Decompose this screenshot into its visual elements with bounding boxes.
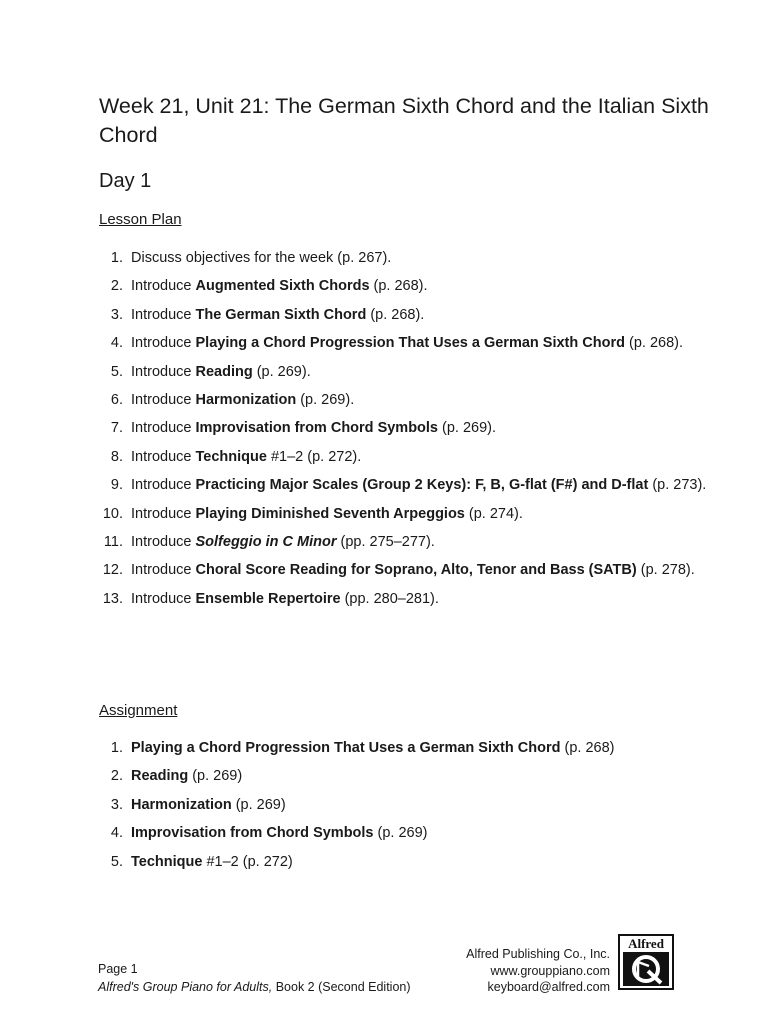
page-number: Page 1: [98, 962, 138, 976]
day-heading: Day 1: [99, 170, 152, 192]
assignment-item: [99, 734, 719, 762]
assignment-item-page-ref: (p. 269): [188, 768, 243, 785]
assignment-item-number: 2.: [110, 768, 123, 785]
lesson-plan-item-number: 13.: [102, 590, 123, 607]
lesson-plan-item-title: Harmonization: [195, 392, 297, 409]
publisher-email[interactable]: keyboard@alfred.com: [487, 980, 610, 994]
lesson-plan-item-text: Introduce: [131, 477, 196, 494]
lesson-plan-item-page-ref: #1–2 (p. 272).: [266, 448, 362, 465]
lesson-plan-item: [99, 556, 719, 584]
assignment-item-number: 3.: [110, 796, 123, 813]
lesson-plan-item-title: Improvisation from Chord Symbols: [195, 420, 438, 437]
assignment-item: [99, 791, 719, 819]
footer-left: [98, 960, 411, 996]
lesson-plan-item-page-ref: (p. 269).: [296, 392, 355, 409]
lesson-plan-item-text: Introduce: [131, 534, 196, 551]
lesson-plan-item-number: 1.: [110, 250, 123, 266]
lesson-plan-item-page-ref: (p. 278).: [636, 562, 695, 579]
lesson-plan-item: [99, 329, 719, 357]
lesson-plan-item-text: Introduce: [131, 278, 196, 295]
assignment-item-number: 5.: [110, 853, 123, 870]
lesson-plan-item: [99, 272, 719, 300]
lesson-plan-item: [99, 301, 719, 329]
lesson-plan-item-page-ref: (pp. 275–277).: [336, 534, 435, 551]
lesson-plan-item-number: 6.: [110, 392, 123, 409]
lesson-plan-item-title: Playing Diminished Seventh Arpeggios: [195, 505, 465, 522]
lesson-plan-item: [99, 471, 719, 499]
lesson-plan-heading: Lesson Plan: [99, 211, 182, 228]
lesson-plan-item-number: 7.: [110, 420, 123, 437]
assignment-item-number: 4.: [110, 825, 123, 842]
assignment-item-page-ref: #1–2 (p. 272): [202, 853, 293, 870]
lesson-plan-item-title: Ensemble Repertoire: [195, 590, 341, 607]
assignment-item-title: Playing a Chord Progression That Uses a German Sixth Chord: [131, 740, 561, 756]
lesson-plan-item: [99, 443, 719, 471]
lesson-plan-item-text: Introduce: [131, 448, 196, 465]
lesson-plan-item-text: Introduce: [131, 306, 196, 323]
assignment-item-title: Reading: [131, 768, 189, 785]
lesson-plan-item-number: 5.: [110, 363, 123, 380]
book-citation: [98, 978, 411, 996]
lesson-plan-item-text: Introduce: [131, 335, 196, 352]
lesson-plan-item-number: 3.: [110, 306, 123, 323]
assignment-item: [99, 848, 719, 876]
lesson-plan-item-text: Discuss objectives for the week (p. 267).: [131, 250, 392, 266]
lesson-plan-item: [99, 500, 719, 528]
lesson-plan-item-page-ref: (p. 269).: [252, 363, 311, 380]
lesson-plan-item-page-ref: (p. 273).: [648, 477, 707, 494]
lesson-plan-item-number: 9.: [110, 477, 123, 494]
lesson-plan-item-number: 2.: [110, 278, 123, 295]
publisher-website[interactable]: www.grouppiano.com: [490, 963, 610, 978]
lesson-plan-item: [99, 414, 719, 442]
lesson-plan-item-title: Augmented Sixth Chords: [195, 278, 370, 295]
publisher-info: [466, 946, 610, 996]
lesson-plan-item-page-ref: (p. 268).: [369, 278, 428, 295]
assignment-heading: Assignment: [99, 702, 178, 719]
lesson-plan-item: [99, 358, 719, 386]
assignment-item: [99, 762, 719, 790]
lesson-plan-item-page-ref: (pp. 280–281).: [340, 590, 439, 607]
lesson-plan-item-text: Introduce: [131, 590, 196, 607]
lesson-plan-item-number: 11.: [103, 534, 123, 551]
lesson-plan-item-title: Practicing Major Scales (Group 2 Keys): F, B, G-flat (F#) and D-flat: [195, 477, 649, 494]
lesson-plan-item-text: Introduce: [131, 392, 196, 409]
logo-emblem-icon: [623, 952, 669, 986]
lesson-plan-item-title: Choral Score Reading for Soprano, Alto, Tenor and Bass (SATB): [195, 562, 637, 579]
publisher-name: Alfred Publishing Co., Inc.: [466, 947, 610, 961]
assignment-item-title: Technique: [131, 853, 203, 870]
lesson-plan-item-page-ref: (p. 269).: [438, 420, 497, 437]
lesson-plan-item: [99, 585, 719, 613]
lesson-plan-item-title: The German Sixth Chord: [195, 306, 367, 323]
book-edition: Book 2 (Second Edition): [272, 980, 411, 994]
assignment-item-title: Harmonization: [131, 796, 232, 813]
lesson-plan-item-text: Introduce: [131, 505, 196, 522]
lesson-plan-item: [99, 386, 719, 414]
lesson-plan-item-number: 4.: [110, 335, 123, 352]
lesson-plan-item-page-ref: (p. 268).: [366, 306, 425, 323]
lesson-plan-item-text: Introduce: [131, 363, 196, 380]
assignment-item-number: 1.: [110, 740, 123, 756]
lesson-plan-item-text: Introduce: [131, 562, 196, 579]
lesson-plan-item-number: 10.: [102, 505, 123, 522]
lesson-plan-item-text: Introduce: [131, 420, 196, 437]
book-title: Alfred's Group Piano for Adults,: [98, 980, 273, 994]
assignment-item-page-ref: (p. 269): [231, 796, 286, 813]
lesson-plan-item-page-ref: (p. 268).: [624, 335, 683, 352]
assignment-item-title: Improvisation from Chord Symbols: [131, 825, 374, 842]
lesson-plan-item-italic-title: Solfeggio in C Minor: [195, 534, 337, 551]
assignment-item-page-ref: (p. 269): [373, 825, 428, 842]
page-title: Week 21, Unit 21: The German Sixth Chord and the Italian Sixth Chord: [99, 94, 709, 147]
lesson-plan-item-number: 8.: [110, 448, 123, 465]
logo-wordmark: Alfred: [628, 936, 664, 951]
lesson-plan-item: [99, 244, 719, 272]
lesson-plan-item-title: Technique: [195, 448, 267, 465]
alfred-logo-icon: [618, 934, 674, 990]
lesson-plan-item-title: Playing a Chord Progression That Uses a German Sixth Chord: [195, 335, 625, 352]
assignment-item-page-ref: (p. 268): [560, 740, 615, 756]
assignment-list: [99, 734, 719, 876]
lesson-plan-item: [99, 528, 719, 556]
lesson-plan-item-page-ref: (p. 274).: [464, 505, 523, 522]
assignment-item: [99, 819, 719, 847]
lesson-plan-item-title: Reading: [195, 363, 253, 380]
lesson-plan-list: [99, 244, 719, 613]
lesson-plan-item-number: 12.: [102, 562, 123, 579]
